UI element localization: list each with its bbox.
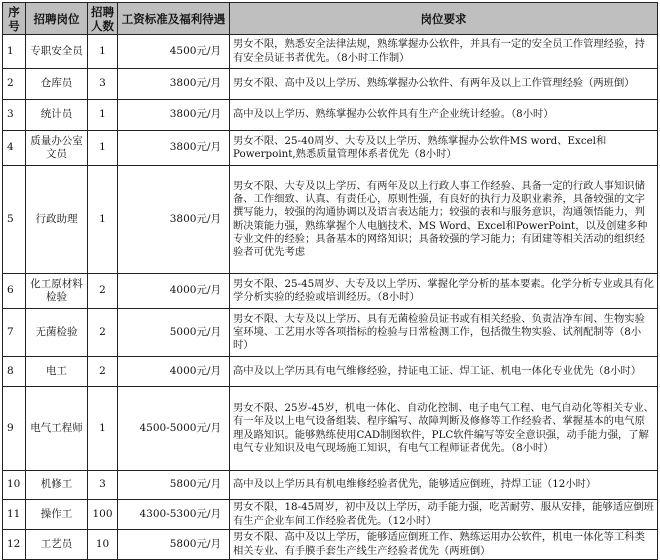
- row-position: 无菌检验: [26, 309, 88, 357]
- row-requirements: 男女不限、25-45周岁、大专及以上学历、掌握化学分析的基本要素。化学分析专业或具有化学分析实验的经验或培训经历。（8小时）: [230, 274, 658, 309]
- row-position: 操作工: [26, 500, 88, 530]
- row-count: 1: [88, 35, 118, 69]
- row-salary: 3800元/月: [118, 166, 230, 274]
- row-requirements: 男女不限、25-40周岁、大专及以上学历、熟练掌握办公软件MS word、Excel和Powerpoint,熟悉质量管理体系者优先（8小时）: [230, 131, 658, 166]
- row-count: 10: [88, 530, 118, 560]
- header-salary: 工资标准及福利待遇: [118, 3, 230, 35]
- row-position: 行政助理: [26, 166, 88, 274]
- row-requirements: 高中及以上学历具有电气维修经验，持证电工证、焊工证、机电一体化专业优先（8小时）: [230, 357, 658, 387]
- row-position: 质量办公室文员: [26, 131, 88, 166]
- row-index: 6: [3, 274, 26, 309]
- row-requirements: 男女不限、25岁-45岁，机电一体化、自动化控制、电子电气工程、电气自动化等相关专业、有一年及以上电气设备组装、程序编写、故障判断及修修等工作经验者、掌握基本的电气原理及路知识。能够熟练使用CAD制图软件，PLC软件编写等安全意识强，动手能力强，了解电气专业知识及电气现场施工知识，有电气工程师证者优先。（8小时）: [230, 387, 658, 471]
- table-row: [3, 69, 658, 100]
- row-index: 3: [3, 100, 26, 131]
- table-row: [3, 274, 658, 309]
- row-requirements: 男女不限，18-45周岁，初中及以上学历，动手能力强，吃苦耐劳、服从安排，能够适应倒班 有生产企业车间工作经验者优先。（12小时）: [230, 500, 658, 530]
- row-requirements: 男女不限、大专及以上学历、具有无菌检验员证书或有相关经验、负责洁净车间、生物实验室环境、工艺用水等各项指标的检验与日常检测工作，包括微生物实验、试剂配制等（8小时）: [230, 309, 658, 357]
- row-salary: 3800元/月: [118, 100, 230, 131]
- row-count: 2: [88, 309, 118, 357]
- row-count: 1: [88, 166, 118, 274]
- recruitment-table: [2, 2, 658, 560]
- row-index: 2: [3, 69, 26, 100]
- header-count: 招聘人数: [88, 3, 118, 35]
- row-index: 10: [3, 471, 26, 500]
- row-count: 1: [88, 131, 118, 166]
- row-count: 1: [88, 100, 118, 131]
- row-salary: 5000元/月: [118, 309, 230, 357]
- header-requirements: 岗位要求: [230, 3, 658, 35]
- table-row: [3, 471, 658, 500]
- row-requirements: 男女不限、大专及以上学历、有两年及以上行政人事工作经验、具备一定的行政人事知识储备、工作细致、认真、有责任心，原则性强，有良好的执行力及职业素养，具备较强的文字撰写能力，较强的沟通协调以及语言表达能力；较强的表和与服务意识，沟通领悟能力，判断决策能力强，熟练掌握个人电脑技术、MS Word、Excel和PowerPoint，以及创建多种专业文件的经验；具备基本的网络知识；具备较强的学习能力；有团建等相关活动的组织经验者可优先考虑: [230, 166, 658, 274]
- row-count: 2: [88, 274, 118, 309]
- table-row: [3, 131, 658, 166]
- row-index: 4: [3, 131, 26, 166]
- row-index: 11: [3, 500, 26, 530]
- row-position: 电工: [26, 357, 88, 387]
- row-position: 专职安全员: [26, 35, 88, 69]
- row-requirements: 男女不限、高中及以上学历、熟练掌握办公软件、有两年及以上工作管理经验（两班倒）: [230, 69, 658, 100]
- row-position: 电气工程师: [26, 387, 88, 471]
- row-count: 3: [88, 471, 118, 500]
- table-row: [3, 100, 658, 131]
- row-salary: 5800元/月: [118, 530, 230, 560]
- row-index: 12: [3, 530, 26, 560]
- row-salary: 4000元/月: [118, 274, 230, 309]
- row-salary: 4500元/月: [118, 35, 230, 69]
- header-index: 序号: [3, 3, 26, 35]
- row-salary: 3800元/月: [118, 69, 230, 100]
- row-position: 机修工: [26, 471, 88, 500]
- row-position: 化工原材料检验: [26, 274, 88, 309]
- row-requirements: 高中及以上学历具有机电维修经验者优先，能够适应倒班，持焊工证（12小时）: [230, 471, 658, 500]
- row-count: 1: [88, 387, 118, 471]
- table-row: [3, 500, 658, 530]
- table-row: [3, 166, 658, 274]
- row-position: 统计员: [26, 100, 88, 131]
- row-requirements: 男女不限，熟悉安全法律法规，熟练掌握办公软件，并具有一定的安全员工作管理经验，持有安全员证书者优先。（8小时工作制）: [230, 35, 658, 69]
- table-row: [3, 530, 658, 560]
- row-requirements: 男女不限、高中及以上学历，能够适应倒班工作、熟练运用办公软件，机电一体化等工科类相关专业、有手膜手套生产线生产经验者优先（两班倒）: [230, 530, 658, 560]
- table-row: [3, 35, 658, 69]
- row-index: 1: [3, 35, 26, 69]
- table-row: [3, 387, 658, 471]
- row-index: 9: [3, 387, 26, 471]
- row-salary: 5800元/月: [118, 471, 230, 500]
- header-position: 招聘岗位: [26, 3, 88, 35]
- row-index: 8: [3, 357, 26, 387]
- table-row: [3, 357, 658, 387]
- row-count: 2: [88, 357, 118, 387]
- row-count: 100: [88, 500, 118, 530]
- row-index: 7: [3, 309, 26, 357]
- table-row: [3, 309, 658, 357]
- row-requirements: 高中及以上学历、熟练掌握办公软件具有生产企业统计经验。（8小时）: [230, 100, 658, 131]
- row-position: 工艺员: [26, 530, 88, 560]
- row-salary: 4300-5300元/月: [118, 500, 230, 530]
- row-salary: 4000元/月: [118, 357, 230, 387]
- row-position: 仓库员: [26, 69, 88, 100]
- row-salary: 4500-5000元/月: [118, 387, 230, 471]
- table-body: [3, 35, 658, 560]
- row-salary: 3800元/月: [118, 131, 230, 166]
- row-index: 5: [3, 166, 26, 274]
- row-count: 3: [88, 69, 118, 100]
- header-row: [3, 3, 658, 35]
